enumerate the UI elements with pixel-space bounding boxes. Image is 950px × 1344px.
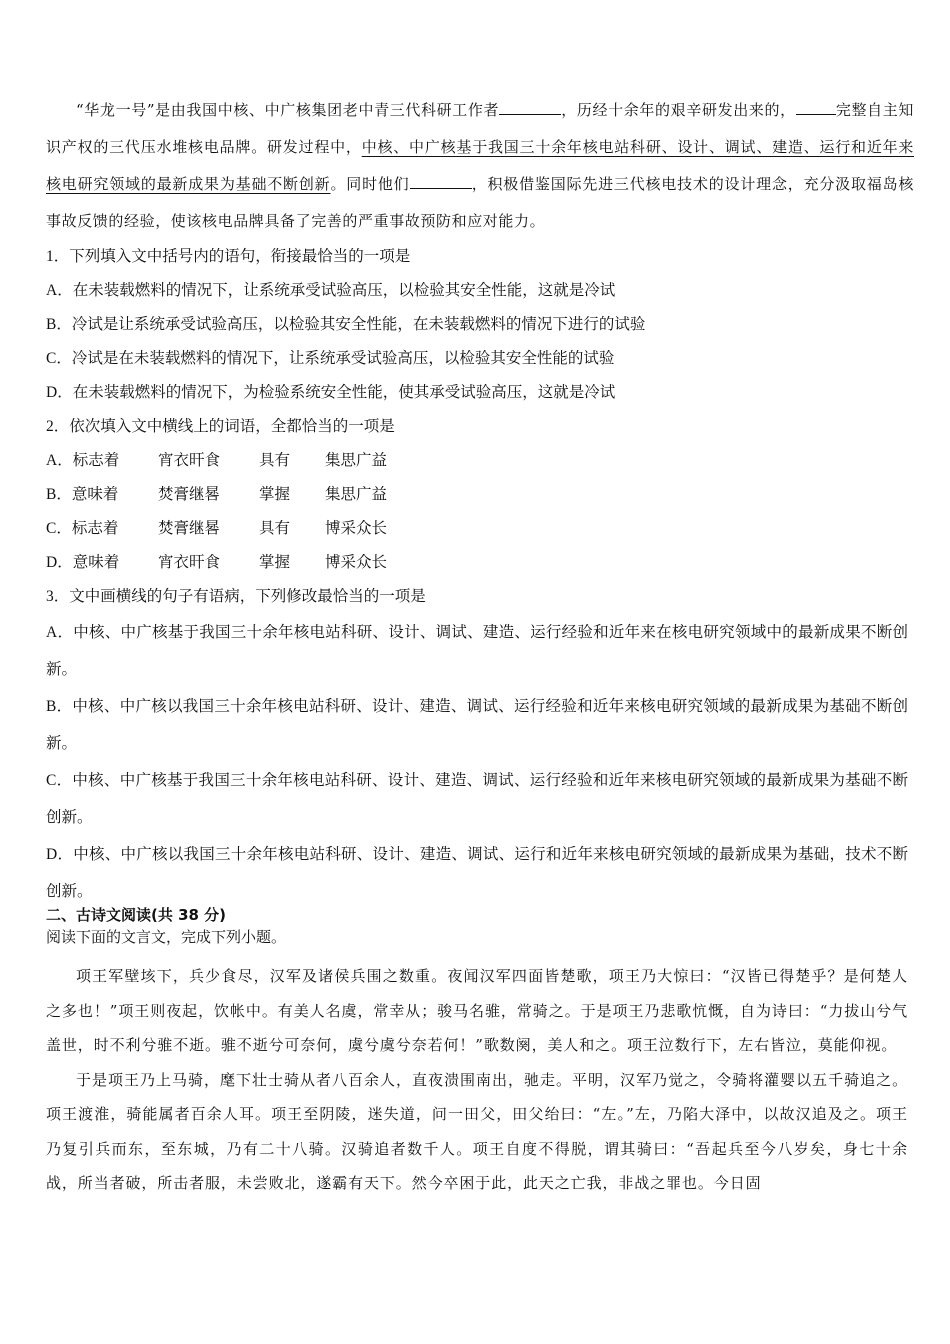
question-1-option-c[interactable]: C．冷试是在未装载燃料的情况下，让系统承受试验高压，以检验其安全性能的试验: [46, 350, 615, 367]
option-word: A．标志着: [46, 452, 120, 469]
section-2-header: [46, 904, 908, 950]
question-3-stem: 3．文中画横线的句子有语病，下列修改最恰当的一项是: [46, 588, 426, 605]
question-3-option-d[interactable]: D．中核、中广核以我国三十余年核电站科研、设计、建造、调试、运行和近年来核电研究领域的最新成果为基础，技术不断创新。: [46, 846, 908, 900]
option-word: 博采众长: [325, 520, 388, 537]
question-1-stem: 1．下列填入文中括号内的语句，衔接最恰当的一项是: [46, 248, 411, 265]
option-word: D．意味着: [46, 554, 120, 571]
option-word: 焚膏继晷: [158, 486, 221, 503]
option-word: B．意味着: [46, 486, 119, 503]
option-word: 掌握: [259, 486, 291, 503]
passage-paragraph-1: 项王军壁垓下，兵少食尽，汉军及诸侯兵围之数重。夜闻汉军四面皆楚歌，项王乃大惊曰：“汉皆已得楚乎？是何楚人之多也！”项王则夜起，饮帐中。有美人名虞，常幸从；骏马名骓，常骑之。于是项王乃悲歌忼慨，自为诗曰：“力拔山兮气盖世，时不利兮骓不逝。骓不逝兮可奈何，虞兮虞兮奈若何！”歌数阕，美人和之。项王泣数行下，左右皆泣，莫能仰视。: [46, 967, 908, 1054]
question-1-option-b[interactable]: B．冷试是让系统承受试验高压，以检验其安全性能，在未装载燃料的情况下进行的试验: [46, 316, 646, 333]
intro-text: 完整自主知识产权的三代压水堆核电品牌。研发过程中，: [46, 101, 914, 156]
question-3-option-c[interactable]: C．中核、中广核基于我国三十余年核电站科研、设计、建造、调试、运行经验和近年来核电研究领域的最新成果为基础不断创新。: [46, 772, 908, 826]
question-1-option-a[interactable]: A．在未装载燃料的情况下，让系统承受试验高压，以检验其安全性能，这就是冷试: [46, 282, 616, 299]
fill-blank-3[interactable]: [410, 172, 472, 189]
underlined-sentence: 中核、中广核基于我国三十余年核电站科研、设计、调试、建造、运行和近年来核电研究领域的最新成果为基础不断创新: [46, 138, 914, 193]
classical-passage: [46, 959, 908, 1201]
question-3-option-b[interactable]: B．中核、中广核以我国三十余年核电站科研、设计、建造、调试、运行经验和近年来核电研究领域的最新成果为基础不断创新。: [46, 698, 908, 752]
option-word: 集思广益: [325, 486, 388, 503]
section-instruction: 阅读下面的文言文，完成下列小题。: [46, 930, 287, 946]
fill-blank-2[interactable]: [796, 98, 836, 115]
option-word: C．标志着: [46, 520, 119, 537]
question-2-option-b[interactable]: [46, 478, 908, 512]
option-word: 宵衣旰食: [158, 452, 221, 469]
intro-text: ，历经十余年的艰辛研发出来的，: [561, 101, 796, 119]
question-2-option-c[interactable]: [46, 512, 908, 546]
option-word: 博采众长: [325, 554, 388, 571]
option-word: 集思广益: [325, 452, 388, 469]
intro-paragraph: [46, 92, 914, 240]
section-heading: 二、古诗文阅读(共 38 分): [46, 906, 227, 924]
question-2-stem: 2．依次填入文中横线上的词语，全都恰当的一项是: [46, 418, 395, 435]
intro-text: ，积极借鉴国际先进三代核电技术的设计理念，充分汲取福岛核事故反馈的经验，使该核电品牌具备了完善的严重事故预防和应对能力。: [46, 175, 914, 230]
passage-paragraph-2: 于是项王乃上马骑，麾下壮士骑从者八百余人，直夜溃围南出，驰走。平明，汉军乃觉之，令骑将灌婴以五千骑追之。项王渡淮，骑能属者百余人耳。项王至阴陵，迷失道，问一田父，田父绐曰：“左。”左，乃陷大泽中，以故汉追及之。项王乃复引兵而东，至东城，乃有二十八骑。汉骑追者数千人。项王自度不得脱，谓其骑曰：“吾起兵至今八岁矣，身七十余战，所当者破，所击者服，未尝败北，遂霸有天下。然今卒困于此，此天之亡我，非战之罪也。今日固: [46, 1070, 908, 1192]
option-word: 具有: [259, 452, 291, 469]
question-2-option-d[interactable]: [46, 546, 908, 580]
question-2-option-a[interactable]: [46, 444, 908, 478]
intro-text: “华龙一号”是由我国中核、中广核集团老中青三代科研工作者: [76, 101, 500, 119]
option-word: 焚膏继晷: [158, 520, 221, 537]
question-3-option-a[interactable]: A．中核、中广核基于我国三十余年核电站科研、设计、调试、建造、运行经验和近年来在核电研究领域中的最新成果不断创新。: [46, 624, 908, 678]
intro-passage: [46, 92, 914, 240]
intro-text: 。同时他们: [330, 175, 410, 193]
question-1-option-d[interactable]: D．在未装载燃料的情况下，为检验系统安全性能，使其承受试验高压，这就是冷试: [46, 384, 616, 401]
option-word: 掌握: [259, 554, 291, 571]
option-word: 具有: [259, 520, 291, 537]
option-word: 宵衣旰食: [158, 554, 221, 571]
fill-blank-1[interactable]: [499, 98, 561, 115]
questions: [46, 240, 908, 910]
